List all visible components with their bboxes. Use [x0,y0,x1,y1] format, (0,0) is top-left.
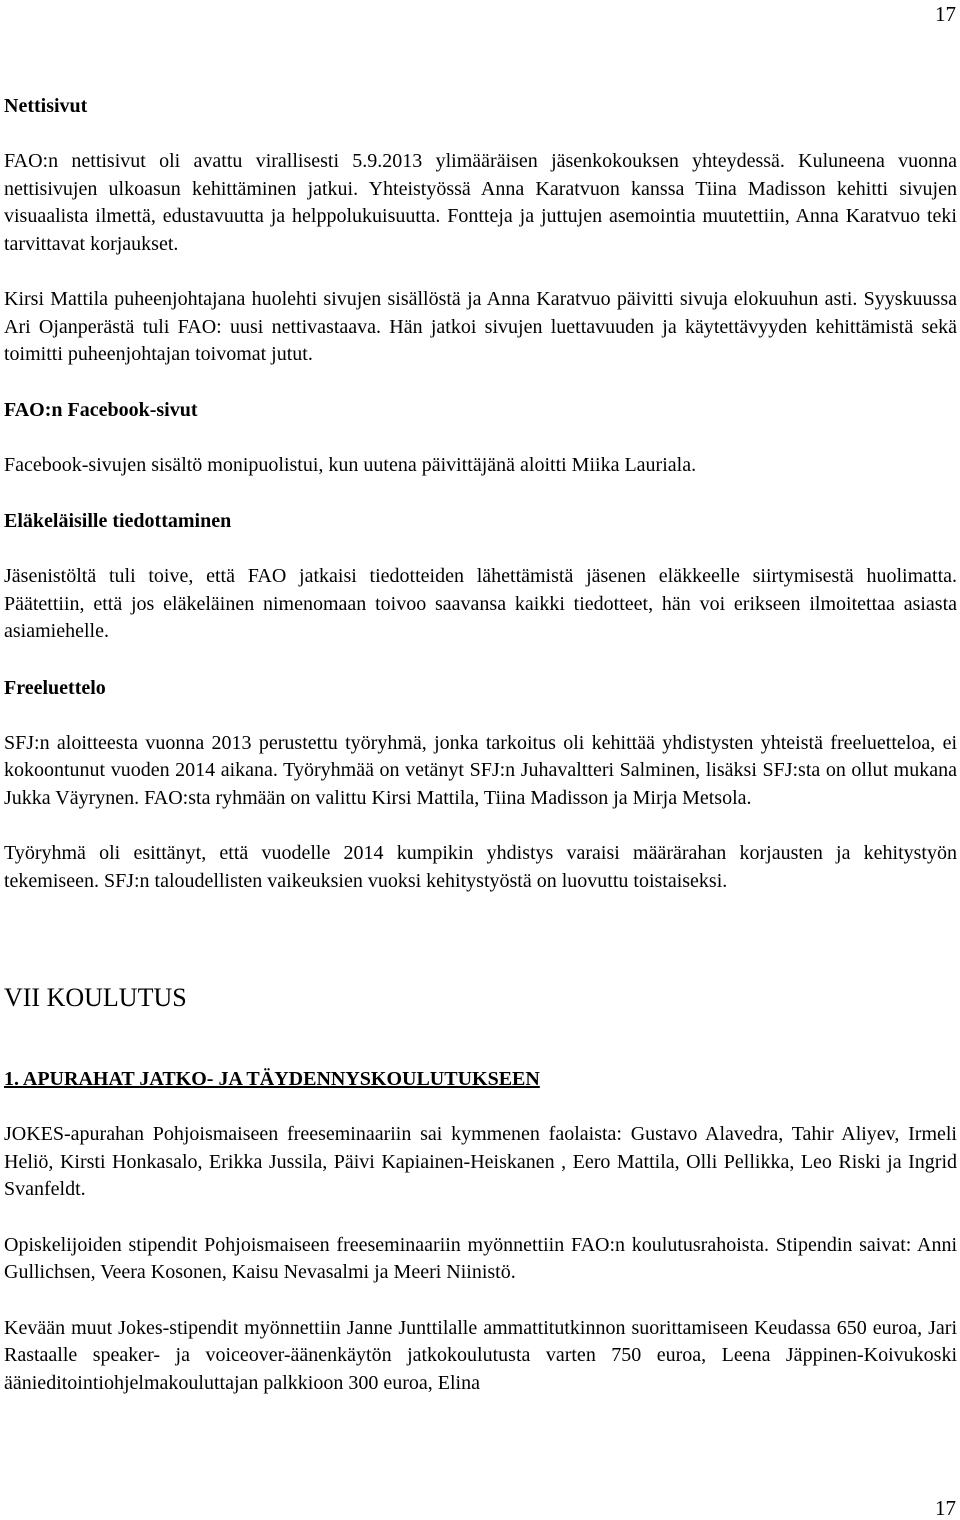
paragraph-freeluettelo-1: SFJ:n aloitteesta vuonna 2013 perustettu työryhmä, jonka tarkoitus oli kehittää yhdistysten yhteistä freeluetteloa, ei kokoontunut vuoden 2014 aikana. Työryhmää on vetänyt SFJ:n Juhavaltteri Salminen, lisäksi SFJ:sta on ollut mukana Jukka Väyrynen. FAO:sta ryhmään on valittu Kirsi Mattila, Tiina Madisson ja Mirja Metsola. [4,731,957,809]
subsection-heading-apurahat: 1. APURAHAT JATKO- JA TÄYDENNYSKOULUTUKSEEN [4,1068,540,1090]
section-heading-nettisivut: Nettisivut [4,95,88,117]
paragraph-nettisivut-2: Kirsi Mattila puheenjohtajana huolehti sivujen sisällöstä ja Anna Karatvuo päivitti sivuja elokuuhun asti. Syyskuussa Ari Ojanperästä tuli FAO: uusi nettivastaava. Hän jatkoi sivujen luettavuuden ja käytettävyyden kehittämistä sekä toimitti puheenjohtajan toivomat jutut. [4,288,957,365]
document-body [4,92,957,1397]
chapter-heading-koulutus: VII KOULUTUS [4,983,187,1012]
page-number-top: 17 [935,2,956,26]
page-number-bottom: 17 [935,1496,956,1520]
section-heading-elakelaiset: Eläkeläisille tiedottaminen [4,510,232,532]
paragraph-elakelaiset-1: Jäsenistöltä tuli toive, että FAO jatkaisi tiedotteiden lähettämistä jäsenen eläkkeelle siirtymisestä huolimatta. Päätettiin, että jos eläkeläinen nimenomaan toivoo saavansa kaikki tiedotteet, hän voi erikseen ilmoitettaa asiasta asiamiehelle. [4,565,957,642]
paragraph-freeluettelo-2: Työryhmä oli esittänyt, että vuodelle 2014 kumpikin yhdistys varaisi määrärahan korjausten ja kehitystyön tekemiseen. SFJ:n taloudellisten vaikeuksien vuoksi kehitystyöstä on luovuttu toistaiseksi. [4,842,957,892]
paragraph-koulutus-3: Kevään muut Jokes-stipendit myönnettiin Janne Junttilalle ammattitutkinnon suorittamiseen Keudassa 650 euroa, Jari Rastaalle speaker- ja voiceover-äänenkäytön jatkokoulutusta varten 750 euroa, Leena Jäppinen-Koivukoski äänieditointiohjelmakouluttajan palkkioon 300 euroa, Elina [4,1316,957,1394]
paragraph-koulutus-1: JOKES-apurahan Pohjoismaiseen freeseminaariin sai kymmenen faolaista: Gustavo Alavedra, Tahir Aliyev, Irmeli Heliö, Kirsti Honkasalo, Erikka Jussila, Päivi Kapiainen-Heiskanen , Eero Mattila, Olli Pellikka, Leo Riski ja Ingrid Svanfeldt. [4,1123,957,1200]
paragraph-koulutus-2: Opiskelijoiden stipendit Pohjoismaiseen freeseminaariin myönnettiin FAO:n koulutusrahoista. Stipendin saivat: Anni Gullichsen, Veera Kosonen, Kaisu Nevasalmi ja Meeri Niinistö. [4,1233,957,1283]
section-heading-facebook: FAO:n Facebook-sivut [4,398,198,421]
paragraph-nettisivut-1: FAO:n nettisivut oli avattu virallisesti 5.9.2013 ylimääräisen jäsenkokouksen yhteydessä. Kuluneena vuonna nettisivujen ulkoasun kehittäminen jatkui. Yhteistyössä Anna Karatvuon kanssa Tiina Madisson kehitti sivujen visuaalista ilmettä, edustavuutta ja helppolukuisuutta. Fontteja ja juttujen asemointia muutettiin, Anna Karatvuo teki tarvittavat korjaukset. [4,150,957,255]
paragraph-facebook-1: Facebook-sivujen sisältö monipuolistui, kun uutena päivittäjänä aloitti Miika Lauriala. [4,453,697,476]
section-heading-freeluettelo: Freeluettelo [4,676,106,699]
